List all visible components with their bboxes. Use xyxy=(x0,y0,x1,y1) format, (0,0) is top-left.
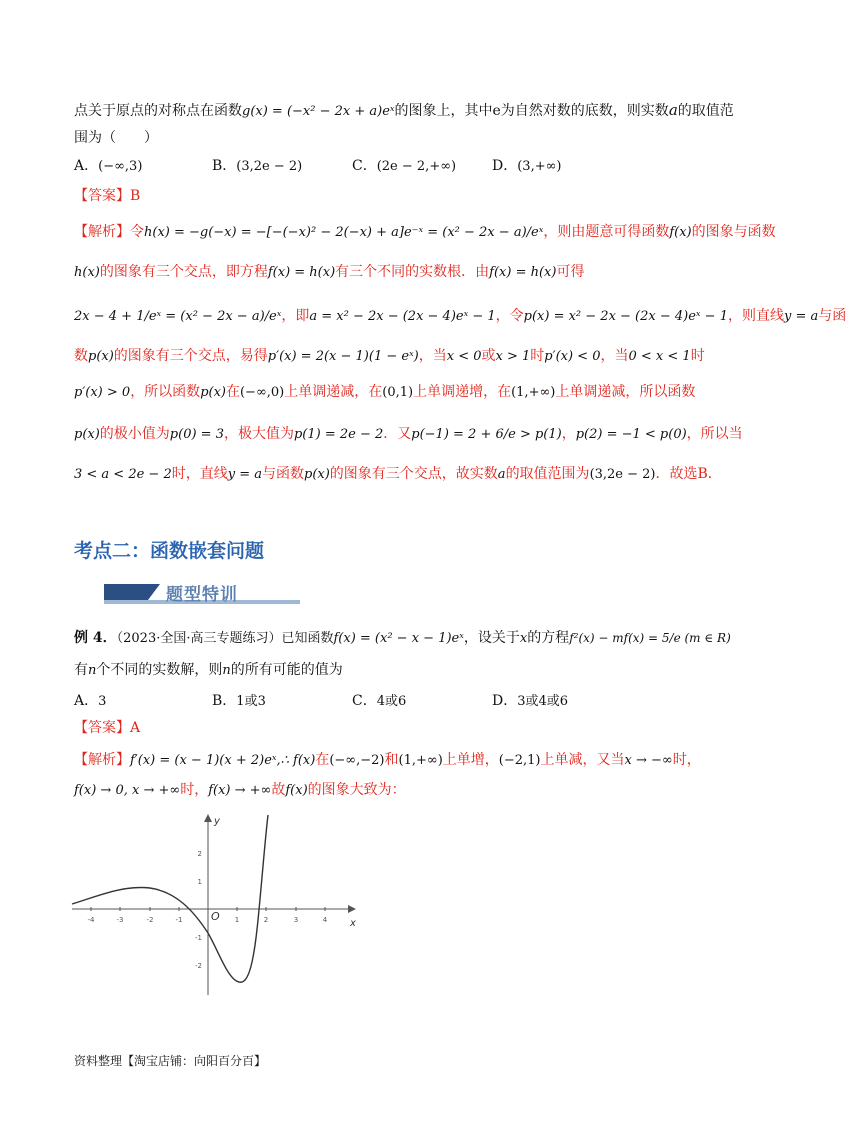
intro-line-1 xyxy=(74,100,734,122)
equation: 2x − 4 + 1/eˣ = (x² − 2x − a)/eˣ xyxy=(74,309,282,324)
solution-text: 在 xyxy=(225,384,240,400)
y-tick-label: 2 xyxy=(197,850,202,858)
solution-text: 与函 xyxy=(818,308,846,324)
solution-text: 的图象有三个交点，故实数 xyxy=(329,466,498,482)
f-function-formula: f(x) = (x² − x − 1)eˣ xyxy=(333,631,464,646)
option-c xyxy=(352,155,456,175)
section-banner xyxy=(104,580,300,604)
answer-1 xyxy=(74,186,140,206)
example-text: 个不同的实数解，则 xyxy=(96,662,223,678)
solution-text: ，即 xyxy=(281,308,310,324)
var-a: a xyxy=(668,101,678,119)
solution-text: 上单调递减，在 xyxy=(284,384,383,400)
derivative-formula: f′(x) = (x − 1)(x + 2)eˣ,∴ f(x) xyxy=(130,753,316,768)
origin-label: O xyxy=(211,910,220,923)
option-letter: C． xyxy=(352,693,377,709)
var-n: n xyxy=(222,663,231,678)
banner-block xyxy=(104,584,148,600)
solution-text: ，极大值为 xyxy=(223,426,294,442)
y-tick-label: -2 xyxy=(195,962,202,970)
option-value: (−∞,3) xyxy=(98,159,143,174)
interval: (3,2e − 2) xyxy=(589,467,656,482)
p-of-x: p(x) xyxy=(88,349,114,364)
option-letter: B． xyxy=(212,158,237,174)
solution-text: 上单调递增，在 xyxy=(413,384,512,400)
p-of-x: p(x) xyxy=(200,385,226,400)
x-tick-label: 3 xyxy=(293,916,299,924)
x-tick-label: -1 xyxy=(175,916,183,924)
max-value: p(1) = 2e − 2 xyxy=(293,427,384,442)
solution-label: 【解析】令 xyxy=(74,224,144,240)
x-tick-label: 2 xyxy=(263,916,269,924)
solution-text: 故 xyxy=(271,782,286,798)
solution-text: 或 xyxy=(481,348,496,364)
equation: f(x) = h(x) xyxy=(267,265,336,280)
solution-text: 时， xyxy=(672,752,701,768)
solution1-line-5 xyxy=(74,382,695,403)
option-letter: A． xyxy=(74,158,99,174)
f-of-x: f(x) xyxy=(285,783,308,798)
inequality: p(−1) = 2 + 6/e > p(1) xyxy=(411,427,562,442)
solution-text: 在 xyxy=(315,752,330,768)
intro-text: 的取值范 xyxy=(677,103,734,119)
x-tick-label: 4 xyxy=(322,916,328,924)
solution-text: 的图象与函数 xyxy=(691,224,776,240)
solution-text: 时 xyxy=(530,348,545,364)
limit-expression: f(x) → 0, x → +∞ xyxy=(74,783,181,798)
answer-label: 【答案】 xyxy=(74,188,130,204)
solution-text: 可得 xyxy=(556,264,585,280)
option-letter: C． xyxy=(352,158,377,174)
option-letter: B． xyxy=(212,693,237,709)
solution-text: ．故选B． xyxy=(655,466,722,482)
example-text: 的所有可能的值为 xyxy=(230,662,343,678)
solution2-line-1 xyxy=(74,750,701,771)
equation: a = x² − 2x − (2x − 4)eˣ − 1 xyxy=(309,309,496,324)
solution1-line-6 xyxy=(74,424,743,445)
option-a xyxy=(74,155,142,175)
solution-text: ，当 xyxy=(418,348,447,364)
answer-2 xyxy=(74,718,140,738)
function-curve xyxy=(72,815,268,982)
p-of-x: p(x) xyxy=(74,427,100,442)
option-letter: A． xyxy=(74,693,99,709)
answer-value: A xyxy=(130,720,141,736)
option-value: 3或4或6 xyxy=(517,694,569,709)
solution-text: 上单调递减，所以函数 xyxy=(555,384,696,400)
intro-line-2: 围为（ ） xyxy=(74,130,158,146)
option-value: (3,2e − 2) xyxy=(236,159,303,174)
solution1-line-1 xyxy=(74,222,776,243)
banner-triangle xyxy=(148,584,160,600)
solution-text: 上单减，又当 xyxy=(540,752,625,768)
option-d xyxy=(492,155,562,175)
inequality: p(2) = −1 < p(0) xyxy=(575,427,687,442)
option-value: (2e − 2,+∞) xyxy=(376,159,457,174)
solution-label: 【解析】 xyxy=(74,752,130,768)
option-b xyxy=(212,155,302,175)
solution-text: 的图象有三个交点，即方程 xyxy=(99,264,268,280)
solution1-line-2 xyxy=(74,262,584,283)
range: 3 < a < 2e − 2 xyxy=(74,467,172,482)
solution-text: 时， xyxy=(180,782,209,798)
g-function-formula: g(x) = (−x² − 2x + a)eˣ xyxy=(242,104,395,119)
interval: (1,+∞) xyxy=(398,753,443,768)
x-tick-label: -3 xyxy=(116,916,124,924)
line-y-a: y = a xyxy=(783,309,819,324)
example4-line-1 xyxy=(74,628,731,649)
option-value: 3 xyxy=(98,694,107,709)
y-tick-label: 1 xyxy=(197,878,202,886)
answer-label: 【答案】 xyxy=(74,720,130,736)
solution-text: 的极小值为 xyxy=(99,426,170,442)
solution-text: ，所以当 xyxy=(686,426,743,442)
limit-expression: x → −∞ xyxy=(624,753,673,768)
solution-text: 时，直线 xyxy=(171,466,228,482)
option-b xyxy=(212,690,266,710)
interval: (1,+∞) xyxy=(511,385,556,400)
option-value: (3,+∞) xyxy=(517,159,562,174)
option-value: 4或6 xyxy=(376,694,407,709)
p-of-x: p(x) xyxy=(304,467,330,482)
x-axis-label: x xyxy=(350,918,356,929)
equation: f²(x) − mf(x) = 5/e (m ∈ R) xyxy=(569,631,731,645)
footer: 资料整理【淘宝店铺：向阳百分百】 xyxy=(74,1054,267,1068)
solution2-line-2 xyxy=(74,780,406,801)
condition: x > 1 xyxy=(495,349,531,364)
condition: 0 < x < 1 xyxy=(628,349,691,364)
example4-line-2 xyxy=(74,660,343,681)
example-text: 的方程 xyxy=(527,630,570,646)
option-c xyxy=(352,690,406,710)
solution-text: ，令 xyxy=(495,308,524,324)
x-tick-label: 1 xyxy=(234,916,240,924)
var-n: n xyxy=(88,663,97,678)
banner-text: 题型特训 xyxy=(166,585,238,605)
function-graph xyxy=(68,810,368,1000)
solution-text: 的图象大致为： xyxy=(307,782,406,798)
solution-text: ， xyxy=(561,426,576,442)
y-axis-label: y xyxy=(214,816,220,827)
option-value: 1或3 xyxy=(236,694,266,709)
y-axis-arrow xyxy=(204,814,212,822)
solution1-line-4 xyxy=(74,346,705,367)
h-definition-formula: h(x) = −g(−x) = −[−(−x)² − 2(−x) + a]e⁻ˣ = (x² − 2x − a)/eˣ xyxy=(144,225,544,240)
solution-text: ，则直线 xyxy=(727,308,784,324)
section-heading: 考点二：函数嵌套问题 xyxy=(74,540,265,562)
solution-text: 和 xyxy=(384,752,399,768)
interval: (−∞,0) xyxy=(239,385,285,400)
solution-text: ，则由题意可得函数 xyxy=(543,224,670,240)
limit-expression: f(x) → +∞ xyxy=(208,783,272,798)
p-definition-formula: p(x) = x² − 2x − (2x − 4)eˣ − 1 xyxy=(523,309,728,324)
option-letter: D． xyxy=(492,693,518,709)
y-tick-label: -1 xyxy=(195,934,202,942)
example-label: 例 4． xyxy=(74,630,117,646)
equation: f(x) = h(x) xyxy=(489,265,557,280)
solution-text: 时 xyxy=(690,348,705,364)
line-y-a: y = a xyxy=(227,467,262,482)
example-source: （2023·全国·高三专题练习）已知函数 xyxy=(116,631,334,646)
solution-text: 数 xyxy=(74,348,88,364)
interval: (−2,1) xyxy=(498,753,541,768)
var-x: x xyxy=(519,631,528,646)
solution1-line-7 xyxy=(74,464,722,485)
var-a: a xyxy=(497,467,506,482)
example-text: 有 xyxy=(74,662,88,678)
x-axis-arrow xyxy=(348,905,356,913)
solution-text: 与函数 xyxy=(262,466,304,482)
min-value: p(0) = 3 xyxy=(169,427,224,442)
solution-text: 的图象有三个交点，易得 xyxy=(113,348,268,364)
answer-value: B xyxy=(130,188,141,204)
x-tick-label: -4 xyxy=(87,916,95,924)
solution-text: 的取值范围为 xyxy=(505,466,590,482)
solution-text: ，所以函数 xyxy=(130,384,201,400)
solution-text: ．又 xyxy=(383,426,412,442)
option-letter: D． xyxy=(492,158,518,174)
interval: (−∞,−2) xyxy=(329,753,385,768)
h-of-x: h(x) xyxy=(74,265,100,280)
interval: (0,1) xyxy=(382,385,414,400)
intro-text: 点关于原点的对称点在函数 xyxy=(74,103,242,119)
condition: p′(x) > 0 xyxy=(74,385,131,400)
x-tick-label: -2 xyxy=(146,916,154,924)
solution-text: 有三个不同的实数根．由 xyxy=(335,264,490,280)
condition: p′(x) < 0 xyxy=(544,349,601,364)
example-text: ，设关于 xyxy=(463,630,520,646)
solution1-line-3 xyxy=(74,306,846,327)
solution-text: 上单增， xyxy=(442,752,499,768)
derivative-formula: p′(x) = 2(x − 1)(1 − eˣ) xyxy=(267,349,419,364)
intro-text: 的图象上，其中e为自然对数的底数，则实数 xyxy=(394,103,669,119)
option-a xyxy=(74,690,106,710)
condition: x < 0 xyxy=(446,349,482,364)
option-d xyxy=(492,690,568,710)
solution-text: ，当 xyxy=(600,348,629,364)
f-of-x: f(x) xyxy=(669,225,692,240)
